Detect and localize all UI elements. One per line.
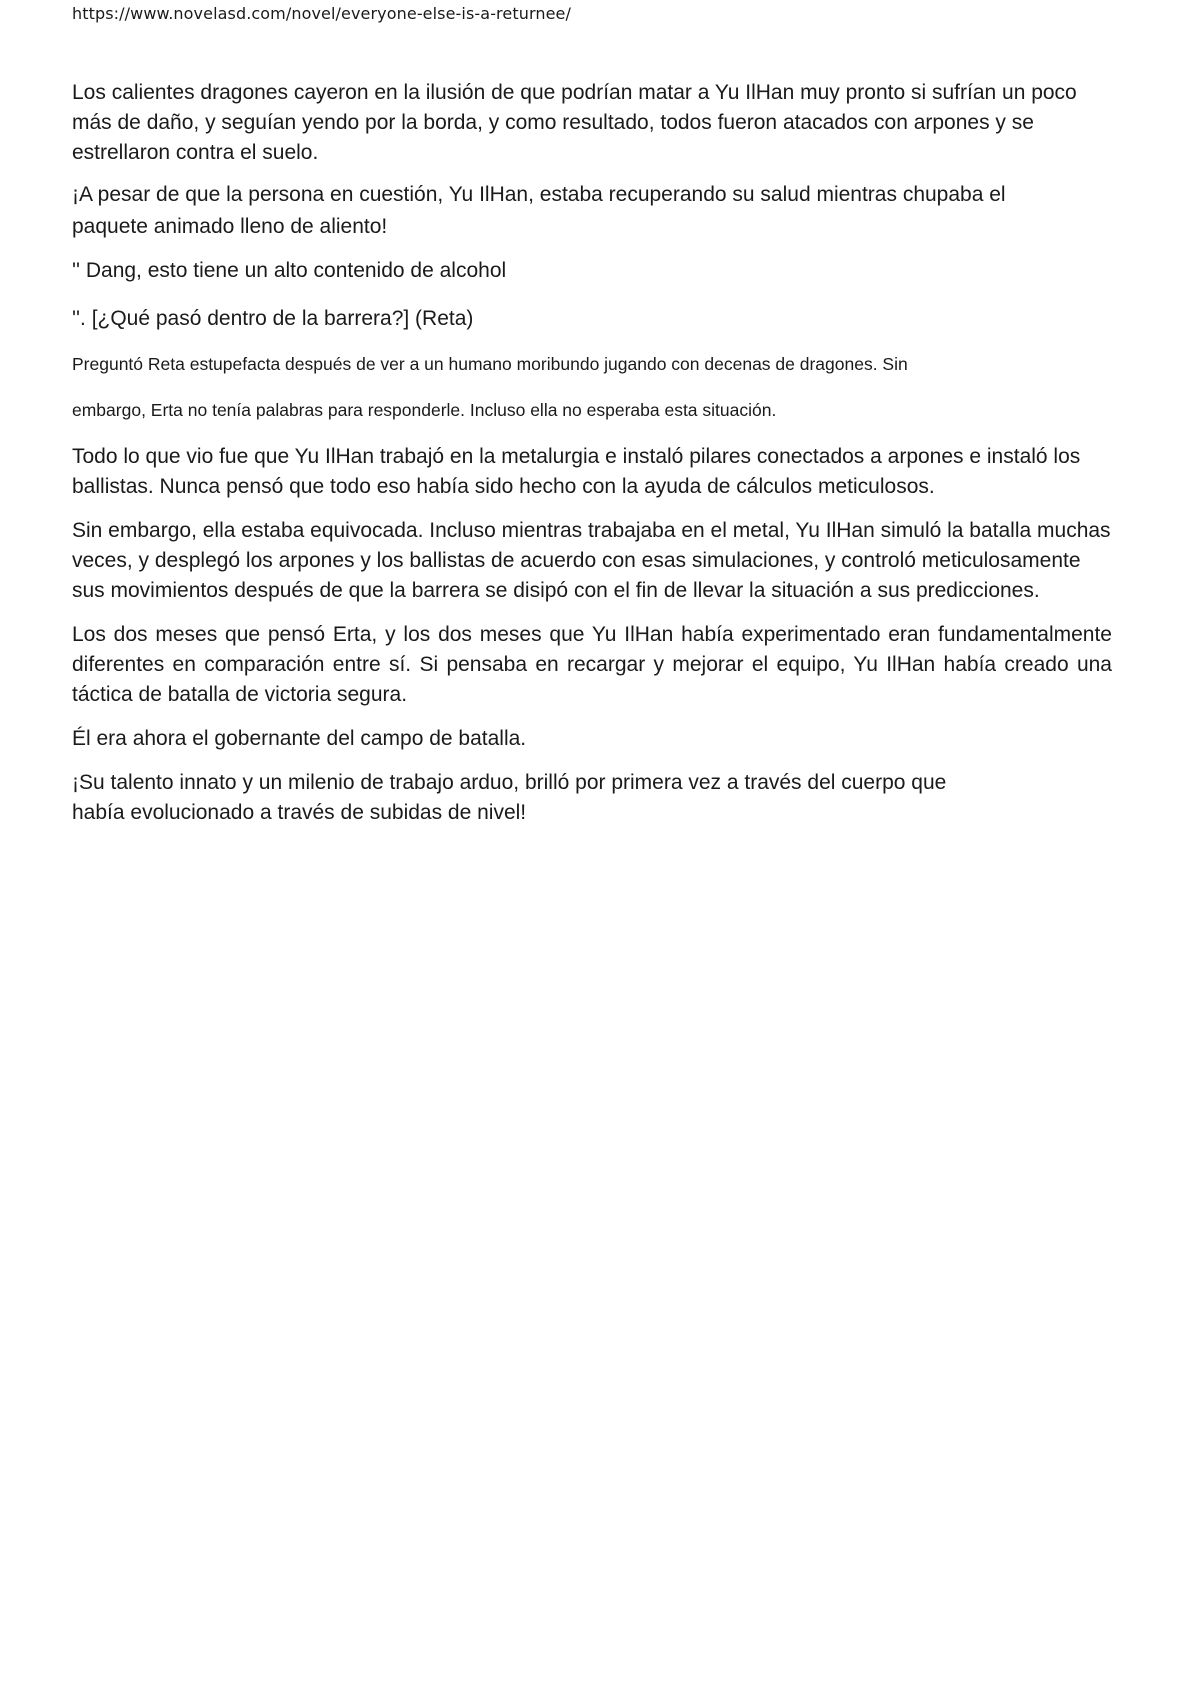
paragraph-a-pesar-line2: paquete animado lleno de aliento! — [72, 215, 388, 238]
paragraph-barrera: ''. [¿Qué pasó dentro de la barrera?] (Reta) — [72, 307, 474, 330]
paragraph-gobernante: Él era ahora el gobernante del campo de batalla. — [72, 727, 527, 750]
paragraph-todo-lo-que-vio: Todo lo que vio fue que Yu IlHan trabajó en la metalurgia e instaló pilares conectados a arpones e instaló los ballistas. Nunca pensó que todo eso había sido hecho con la ayuda de cálculos meticulosos. — [72, 445, 1081, 498]
paragraph-a-pesar-line1: ¡A pesar de que la persona en cuestión, Yu IlHan, estaba recuperando su salud mientras chupaba el — [72, 183, 1006, 206]
paragraph-sin-embargo: Sin embargo, ella estaba equivocada. Incluso mientras trabajaba en el metal, Yu IlHan simuló la batalla muchas veces, y desplegó los arpones y los ballistas de acuerdo con esas simulaciones, y controló meticulosamente sus movimientos después de que la barrera se disipó con el fin de llevar la situación a sus predicciones. — [72, 519, 1111, 602]
paragraph-dang: '' Dang, esto tiene un alto contenido de alcohol — [72, 259, 507, 282]
document-body — [72, 78, 1112, 828]
paragraph-dragones: Los calientes dragones cayeron en la ilusión de que podrían matar a Yu IlHan muy pronto si sufrían un poco más de daño, y seguían yendo por la borda, y como resultado, todos fueron atacados con arpones y se estrellaron contra el suelo. — [72, 81, 1077, 164]
paragraph-talento-line2: había evolucionado a través de subidas de nivel! — [72, 801, 527, 824]
paragraph-pregunto-line1: Preguntó Reta estupefacta después de ver a un humano moribundo jugando con decenas de dragones. Sin — [72, 354, 908, 374]
paragraph-pregunto-line2: embargo, Erta no tenía palabras para responderle. Incluso ella no esperaba esta situación. — [72, 400, 777, 420]
paragraph-dos-meses: Los dos meses que pensó Erta, y los dos meses que Yu IlHan había experimentado eran fundamentalmente diferentes en comparación entre sí. Si pensaba en recargar y mejorar el equipo, Yu IlHan había creado una táctica de batalla de victoria segura. — [72, 623, 1112, 706]
page-url-header: https://www.novelasd.com/novel/everyone-else-is-a-returnee/ — [72, 4, 571, 23]
paragraph-talento-line1: ¡Su talento innato y un milenio de trabajo arduo, brilló por primera vez a través del cuerpo que — [72, 771, 947, 794]
